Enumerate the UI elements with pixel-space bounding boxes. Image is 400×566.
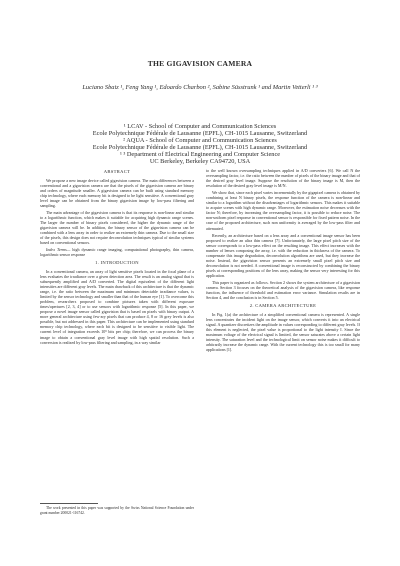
left-column <box>40 168 194 347</box>
abstract-paragraph: We propose a new image device called gigavision camera. The main differences between a conventional and a gigavision camera are that the pixels of the gigavision camera are binary and orders of magnitude smaller. A gigavision camera can be built using standard memory chip technology, where each memory bit is designed to be light sensitive. A conventional gray level image can be obtained from the binary gigavision image by low-pass filtering and sampling. <box>40 177 194 208</box>
affiliation-line: ¹ LCAV - School of Computer and Communication Sciences <box>123 123 277 130</box>
index-terms-label: Index Terms— <box>46 247 71 253</box>
introduction-paragraph: This paper is organized as follows. Section 2 shows the system architecture of a gigavision camera. Section 3 focuses on the theoretical analysis of the gigavision camera, like response function, the influence of threshold and estimation error variance. Simulation results are in Section 4, and the conclusion is in Section 5. <box>206 279 360 301</box>
section-1-heading: 1. INTRODUCTION <box>95 260 139 266</box>
abstract-paragraph: The main advantage of the gigavision camera is that its response is non-linear and similar to a logarithmic function, which makes it suitable for acquiring high dynamic range scenes. The larger the number of binary pixels considered, the higher the dynamic range of the gigavision camera will be. In addition, the binary sensor of the gigavision camera can be combined with a lens array in order to realize an extremely thin camera. Due to the small size of the pixels, this design does not require deconvolution techniques typical of similar systems based on conventional sensors. <box>40 209 194 246</box>
footnote-divider <box>40 503 98 504</box>
introduction-paragraph: We show that, since each pixel varies incrementally by the gigapixel camera is obtained by combining at least N binary pixels, the response function of the camera is non-linear and similar to a logarithm without the disadvantages of logarithmic sensors. This makes it suitable to acquire scenes with high dynamic range. Moreover, the estimation noise decreases with the factor N; therefore, by increasing the oversampling factor, it is possible to reduce noise. The non-uniform pixel response in conventional sensor is responsible for fixed pattern noise. In the case of the proposed architecture, such non uniformity is averaged by the low-pass filter and attenuated. <box>206 190 360 231</box>
affiliation-line: ¹ ³ Department of Electrical Engineering and Computer Science <box>119 151 281 158</box>
author-list: Luciano Sbaiz ¹, Feng Yang ¹, Edoardo Charbon ², Sabine Süsstrunk ¹ and Martin Vetterli ¹ ³ <box>82 84 318 91</box>
intro-continuation: to the well known oversampling techniques applied in A/D converters [6]. We call N the oversampling factor, i.e. the ratio between the number of pixels of the binary image and that of the desired gray level image. Suppose the resolution of the binary image is M, then the resolution of the desired gray level image is M/N. <box>206 168 360 189</box>
right-column <box>206 168 360 354</box>
introduction-paragraph: Recently, an architecture based on a lens array and a conventional image sensor has been proposed to realize an ultra thin camera [7]. Unfortunately, the large pixel pitch size of the sensor corresponds to a low-pass effect on the resulting image. This effect increases with the number of lenses composing the array, i.e. with the reduction in thickness of the camera. To compensate this image degradation, deconvolution algorithms are used, but they increase the noise. Instead, the gigavision sensor presents an extremely small pixel pitch size and deconvolution is not needed. A conventional image is reconstructed by combining the binary pixels at corresponding positions of the lens array, making the sensor very interesting for this application. <box>206 232 360 278</box>
affiliation-line: Ecole Polytechnique Fédérale de Lausanne (EPFL), CH-1015 Lausanne, Switzerland <box>92 144 308 151</box>
section-2-heading: 2. CAMERA ARCHITECTURE <box>249 303 317 309</box>
abstract-heading: ABSTRACT <box>103 169 131 174</box>
funding-footnote: The work presented in this paper was supported by the Swiss National Science Foundation under grant number 200021-116742. <box>40 506 194 515</box>
architecture-paragraph: In Fig. 1(a) the architecture of a simplified conventional camera is represented. A single lens concentrates the incident light on the image sensor, which converts it into an electrical signal. A quantizer discretizes the amplitude in values corresponding to different gray levels. If this element is neglected, the pixel value is proportional to the light intensity I. Since the maximum voltage of the electrical signal is limited, the sensor saturates above a certain light intensity. The saturation level and the technological limit on sensor noise makes it difficult to arbitrarily increase the dynamic range. With the current technology this is too small for many applications [1]. <box>206 311 360 353</box>
affiliation-line: UC Berkeley, Berkeley CA94720, USA <box>149 158 251 165</box>
index-terms-text: high dynamic range imaging, computational photography, thin camera, logarithmic sensor response <box>40 247 194 258</box>
affiliation-line: Ecole Polytechnique Fédérale de Lausanne (EPFL), CH-1015 Lausanne, Switzerland <box>92 130 308 137</box>
introduction-paragraph: In a conventional camera, an array of light sensitive pixels located in the focal plane of a lens evaluates the irradiance over a given detection area. The result is an analog signal that is subsequently amplified and A/D converted. The digital equivalent of the different light intensities are different gray levels. The main drawback of this architecture is that the dynamic range, i.e. the ratio between the maximum and minimum detectable irradiance values, is limited by the sensor technology and smaller than that of the human eye [1]. To overcome this problem, researchers proposed to combine pictures taken with different exposure times/apertures [2, 3, 4] or to use sensors with logarithmic response [5]. In this paper, we propose a novel image sensor called gigavision that is based on pixels with binary output. A more general architecture using few-ary pixels that can produce 4, 8 or 16 grey levels is also possible, but not addressed in this paper. This architecture can be implemented using standard memory chip technology, where each bit is designed to be sensitive to visible light. The current level of integration exceeds 10⁹ bits per chip; therefore, we can process the binary image to obtain a conventional gray level image with high spatial resolution. Such a conversion is realized by low-pass filtering and sampling, in a way similar <box>40 268 194 345</box>
affiliation-line: ² AQUA - School of Computer and Communication Sciences <box>123 137 277 144</box>
index-terms <box>40 247 194 257</box>
paper-title: THE GIGAVISION CAMERA <box>147 59 253 68</box>
